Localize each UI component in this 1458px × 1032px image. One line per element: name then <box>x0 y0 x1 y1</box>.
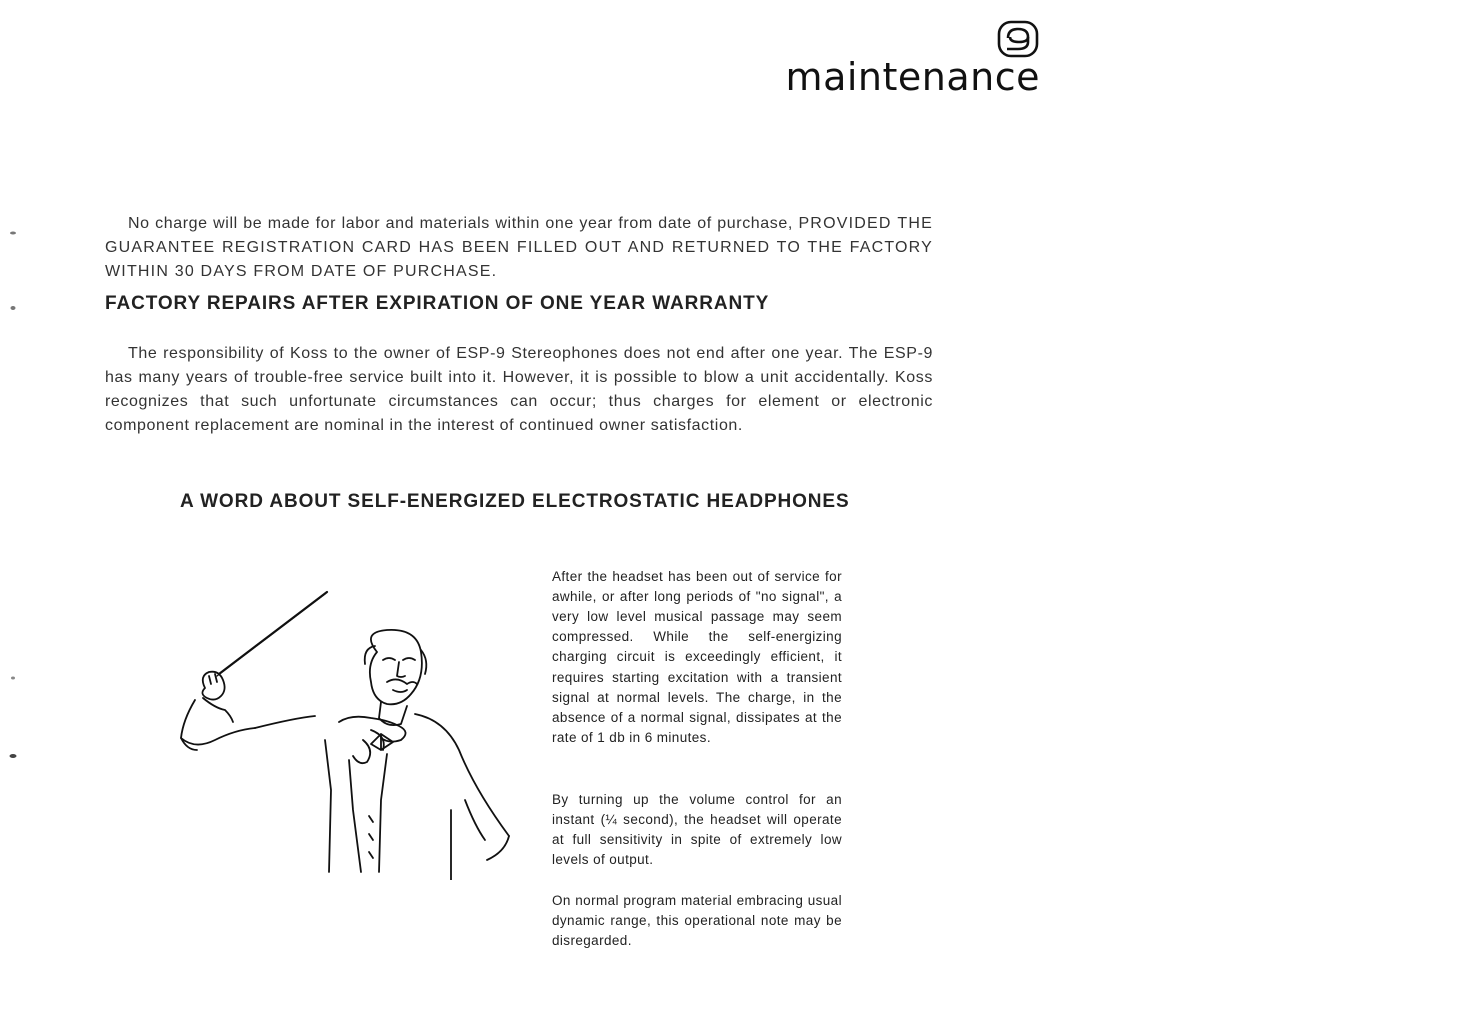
chapter-title: maintenance <box>785 55 1040 99</box>
margin-speck <box>8 753 18 759</box>
warranty-intro: No charge will be made for labor and materials within one year from date of purchase, <box>128 215 799 232</box>
margin-speck <box>8 675 18 681</box>
headphones-paragraph: By turning up the volume control for an instant (¼ second), the headset will operate at full sensitivity in spite of extremely low levels of output. <box>552 791 842 868</box>
conductor-illustration-icon <box>175 590 515 880</box>
headphones-paragraph: On normal program material embracing usual dynamic range, this operational note may be disregarded. <box>552 892 842 948</box>
repairs-heading: FACTORY REPAIRS AFTER EXPIRATION OF ONE YEAR WARRANTY <box>105 293 770 314</box>
warranty-paragraph <box>105 212 933 284</box>
headphones-heading: A WORD ABOUT SELF-ENERGIZED ELECTROSTATIC HEADPHONES <box>180 491 850 512</box>
margin-speck <box>8 305 18 311</box>
headphones-paragraph: After the headset has been out of service for awhile, or after long periods of "no signal", a very low level musical passage may seem compressed. While the self-energizing charging circuit is exceedingly efficient, it requires starting excitation with a transient signal at normal levels. The charge, in the absence of a normal signal, dissipates at the rate of 1 db in 6 minutes. <box>552 568 842 746</box>
chapter-number-badge-icon <box>997 20 1039 58</box>
repairs-paragraph: The responsibility of Koss to the owner of ESP-9 Stereophones does not end after one year. The ESP-9 has many years of trouble-free service built into it. However, it is possible to blow a unit accidentally. Koss recognizes that such unfortunate circumstances can occur; thus charges for element or electronic component replacement are nominal in the interest of continued owner satisfaction. <box>105 345 933 434</box>
chapter-number: 9 <box>1018 46 1019 47</box>
margin-speck <box>8 230 18 236</box>
warranty-condition: PROVIDED THE GUARANTEE REGISTRATION CARD HAS BEEN FILLED OUT AND RETURNED TO THE FACTORY WITHIN 30 DAYS FROM DATE OF PURCHASE. <box>105 215 933 280</box>
